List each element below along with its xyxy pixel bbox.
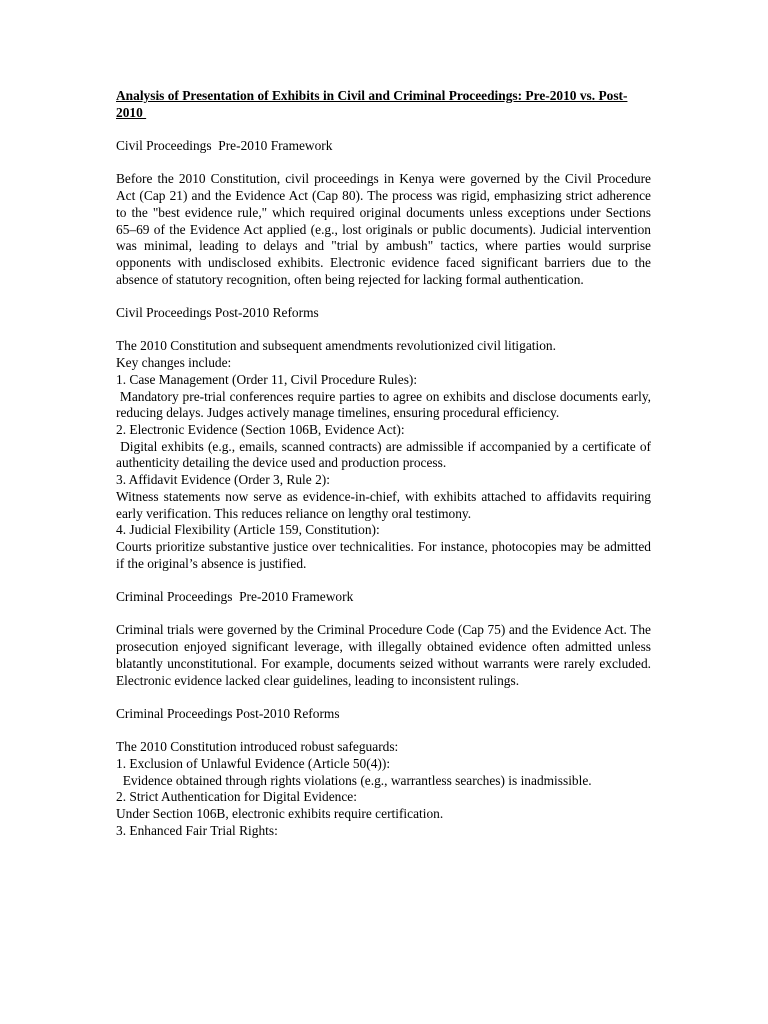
criminal-post-intro: The 2010 Constitution introduced robust safeguards:	[116, 739, 399, 755]
section-heading-civil-pre-2010: Civil Proceedings Pre-2010 Framework	[116, 138, 333, 154]
criminal-post-item-1-title: 1. Exclusion of Unlawful Evidence (Article 50(4)):	[116, 756, 391, 771]
civil-post-item-3-body: Witness statements now serve as evidence-in-chief, with exhibits attached to affidavits requiring early verification. This reduces reliance on lengthy oral testimony.	[116, 488, 655, 521]
civil-post-item-3-title: 3. Affidavit Evidence (Order 3, Rule 2):	[116, 472, 330, 488]
civil-post-intro: The 2010 Constitution and subsequent amendments revolutionized civil litigation.	[116, 338, 556, 354]
criminal-post-item-2-body: Under Section 106B, electronic exhibits require certification.	[116, 806, 444, 822]
civil-post-item-4-body: Courts prioritize substantive justice over technicalities. For instance, photocopies may be admitted if the original’s absence is justified.	[116, 538, 655, 571]
civil-post-item-4-title: 4. Judicial Flexibility (Article 159, Constitution):	[116, 522, 380, 538]
section-heading-criminal-post-2010: Criminal Proceedings Post-2010 Reforms	[116, 705, 340, 721]
civil-post-item-2-body: Digital exhibits (e.g., emails, scanned contracts) are admissible if accompanied by a certificate of authenticity detailing the device used and production process.	[116, 438, 655, 471]
civil-post-key-changes: Key changes include:	[116, 355, 232, 371]
criminal-post-item-1-body: Evidence obtained through rights violations (e.g., warrantless searches) is inadmissible.	[116, 772, 592, 788]
section-heading-civil-post-2010: Civil Proceedings Post-2010 Reforms	[116, 305, 319, 321]
paragraph-civil-pre-2010: Before the 2010 Constitution, civil proceedings in Kenya were governed by the Civil Procedure Act (Cap 21) and the Evidence Act (Cap 80). The process was rigid, emphasizing strict adherence to the "best evidence rule," which required original documents unless exceptions under Sections 65–69 of the Evidence Act applied (e.g., lost originals or public documents). Judicial intervention was minimal, leading to delays and "trial by ambush" tactics, where parties would surprise opponents with undisclosed exhibits. Electronic evidence faced significant barriers due to the absence of statutory recognition, often being rejected for lacking formal authentication.	[116, 171, 655, 287]
criminal-post-item-2-title: 2. Strict Authentication for Digital Evidence:	[116, 789, 357, 805]
civil-post-item-1-body: Mandatory pre-trial conferences require parties to agree on exhibits and disclose documents early, reducing delays. Judges actively manage timelines, ensuring procedural efficiency.	[116, 388, 655, 421]
civil-post-item-2-title: 2. Electronic Evidence (Section 106B, Evidence Act):	[116, 422, 405, 437]
document-page	[116, 88, 655, 840]
section-heading-criminal-pre-2010: Criminal Proceedings Pre-2010 Framework	[116, 589, 354, 605]
civil-post-item-1-title: 1. Case Management (Order 11, Civil Procedure Rules):	[116, 371, 418, 387]
criminal-post-item-3-title: 3. Enhanced Fair Trial Rights:	[116, 822, 278, 838]
document-title: Analysis of Presentation of Exhibits in Civil and Criminal Proceedings: Pre-2010 vs. Post-2010	[116, 88, 628, 120]
paragraph-criminal-pre-2010: Criminal trials were governed by the Criminal Procedure Code (Cap 75) and the Evidence Act. The prosecution enjoyed significant leverage, with illegally obtained evidence often admitted unless blatantly unconstitutional. For example, documents seized without warrants were rarely excluded. Electronic evidence lacked clear guidelines, leading to inconsistent rulings.	[116, 622, 655, 688]
